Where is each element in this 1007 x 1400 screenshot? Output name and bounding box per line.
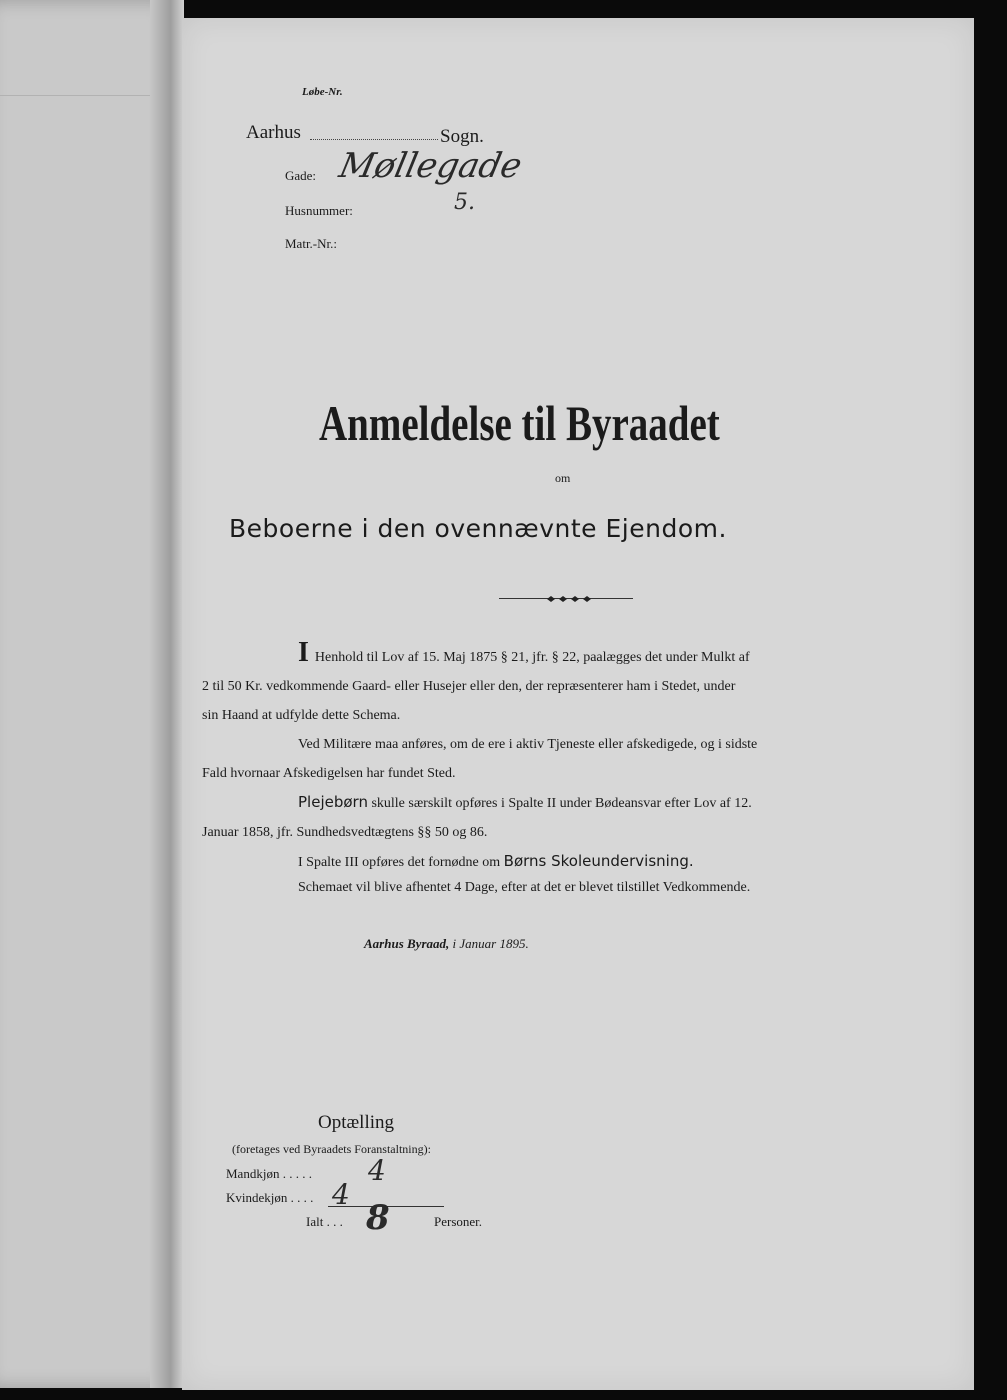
men-label: Mandkjøn . . . . . (226, 1166, 312, 1181)
title-om: om (555, 471, 571, 485)
census-form-page (182, 18, 974, 1390)
men-value[interactable]: 4 (368, 1154, 386, 1187)
instr-p1-line3: sin Haand at udfylde dette Schema. (202, 708, 401, 723)
husnummer-value[interactable]: 5. (454, 190, 475, 215)
total-value[interactable]: 8 (366, 1198, 390, 1238)
instr-p2-line1: Ved Militære maa anføres, om de ere i aktiv Tjeneste eller afskedigede, og i sidste (298, 737, 758, 752)
instr-p3-lead: Plejebørn (298, 793, 368, 811)
instr-p1-line1: Henhold til Lov af 15. Maj 1875 § 21, jfr. § 22, paalægges det under Mulkt af (314, 650, 750, 665)
count-heading: Optælling (318, 1112, 395, 1133)
ornament-divider (499, 596, 633, 602)
instr-p4-pre: I Spalte III opføres det fornødne om (298, 855, 501, 870)
sogn-label: Sogn. (440, 126, 484, 147)
instr-p3-line1: skulle særskilt opføres i Spalte II under Bødeansvar efter Lov af 12. (371, 796, 752, 811)
instr-p5: Schemaet vil blive afhentet 4 Dage, efter at det er blevet tilstillet Vedkommende. (298, 880, 751, 895)
instructions-block (202, 637, 902, 902)
count-note: (foretages ved Byraadets Foranstaltning): (232, 1142, 431, 1156)
instr-p3-line2: Januar 1858, jfr. Sundhedsvedtægtens §§ 50 og 86. (202, 825, 488, 840)
total-label: Ialt . . . (306, 1214, 343, 1229)
instr-p2-line2: Fald hvornaar Afskedigelsen har fundet Sted. (202, 766, 456, 781)
gade-value[interactable]: Møllegade (335, 146, 526, 186)
city-name: Aarhus (246, 122, 301, 143)
left-page-rule (0, 95, 175, 96)
issuer-line (364, 936, 529, 952)
lobe-nr-label: Løbe-Nr. (302, 86, 343, 98)
dropcap-initial: I (298, 637, 309, 668)
ornament-diamonds-icon (499, 596, 633, 602)
gade-label: Gade: (285, 168, 317, 183)
husnummer-label: Husnummer: (285, 203, 353, 218)
sogn-field[interactable] (310, 125, 438, 140)
instr-p1-line2: 2 til 50 Kr. vedkommende Gaard- eller Husejer eller den, der repræsenterer ham i Stedet, under (202, 679, 736, 694)
issue-date: i Januar 1895. (452, 936, 529, 951)
women-label: Kvindekjøn . . . . (226, 1190, 314, 1205)
matr-nr-label: Matr.-Nr.: (285, 236, 337, 251)
women-value[interactable]: 4 (332, 1178, 350, 1211)
issuer-name: Aarhus Byraad, (364, 936, 450, 951)
book-spine (150, 0, 184, 1388)
form-subtitle: Beboerne i den ovennævnte Ejendom. (229, 514, 727, 543)
form-title: Anmeldelse til Byraadet (319, 395, 720, 451)
instr-p4-emph: Børns Skoleundervisning. (503, 852, 694, 870)
persons-label: Personer. (434, 1214, 483, 1229)
